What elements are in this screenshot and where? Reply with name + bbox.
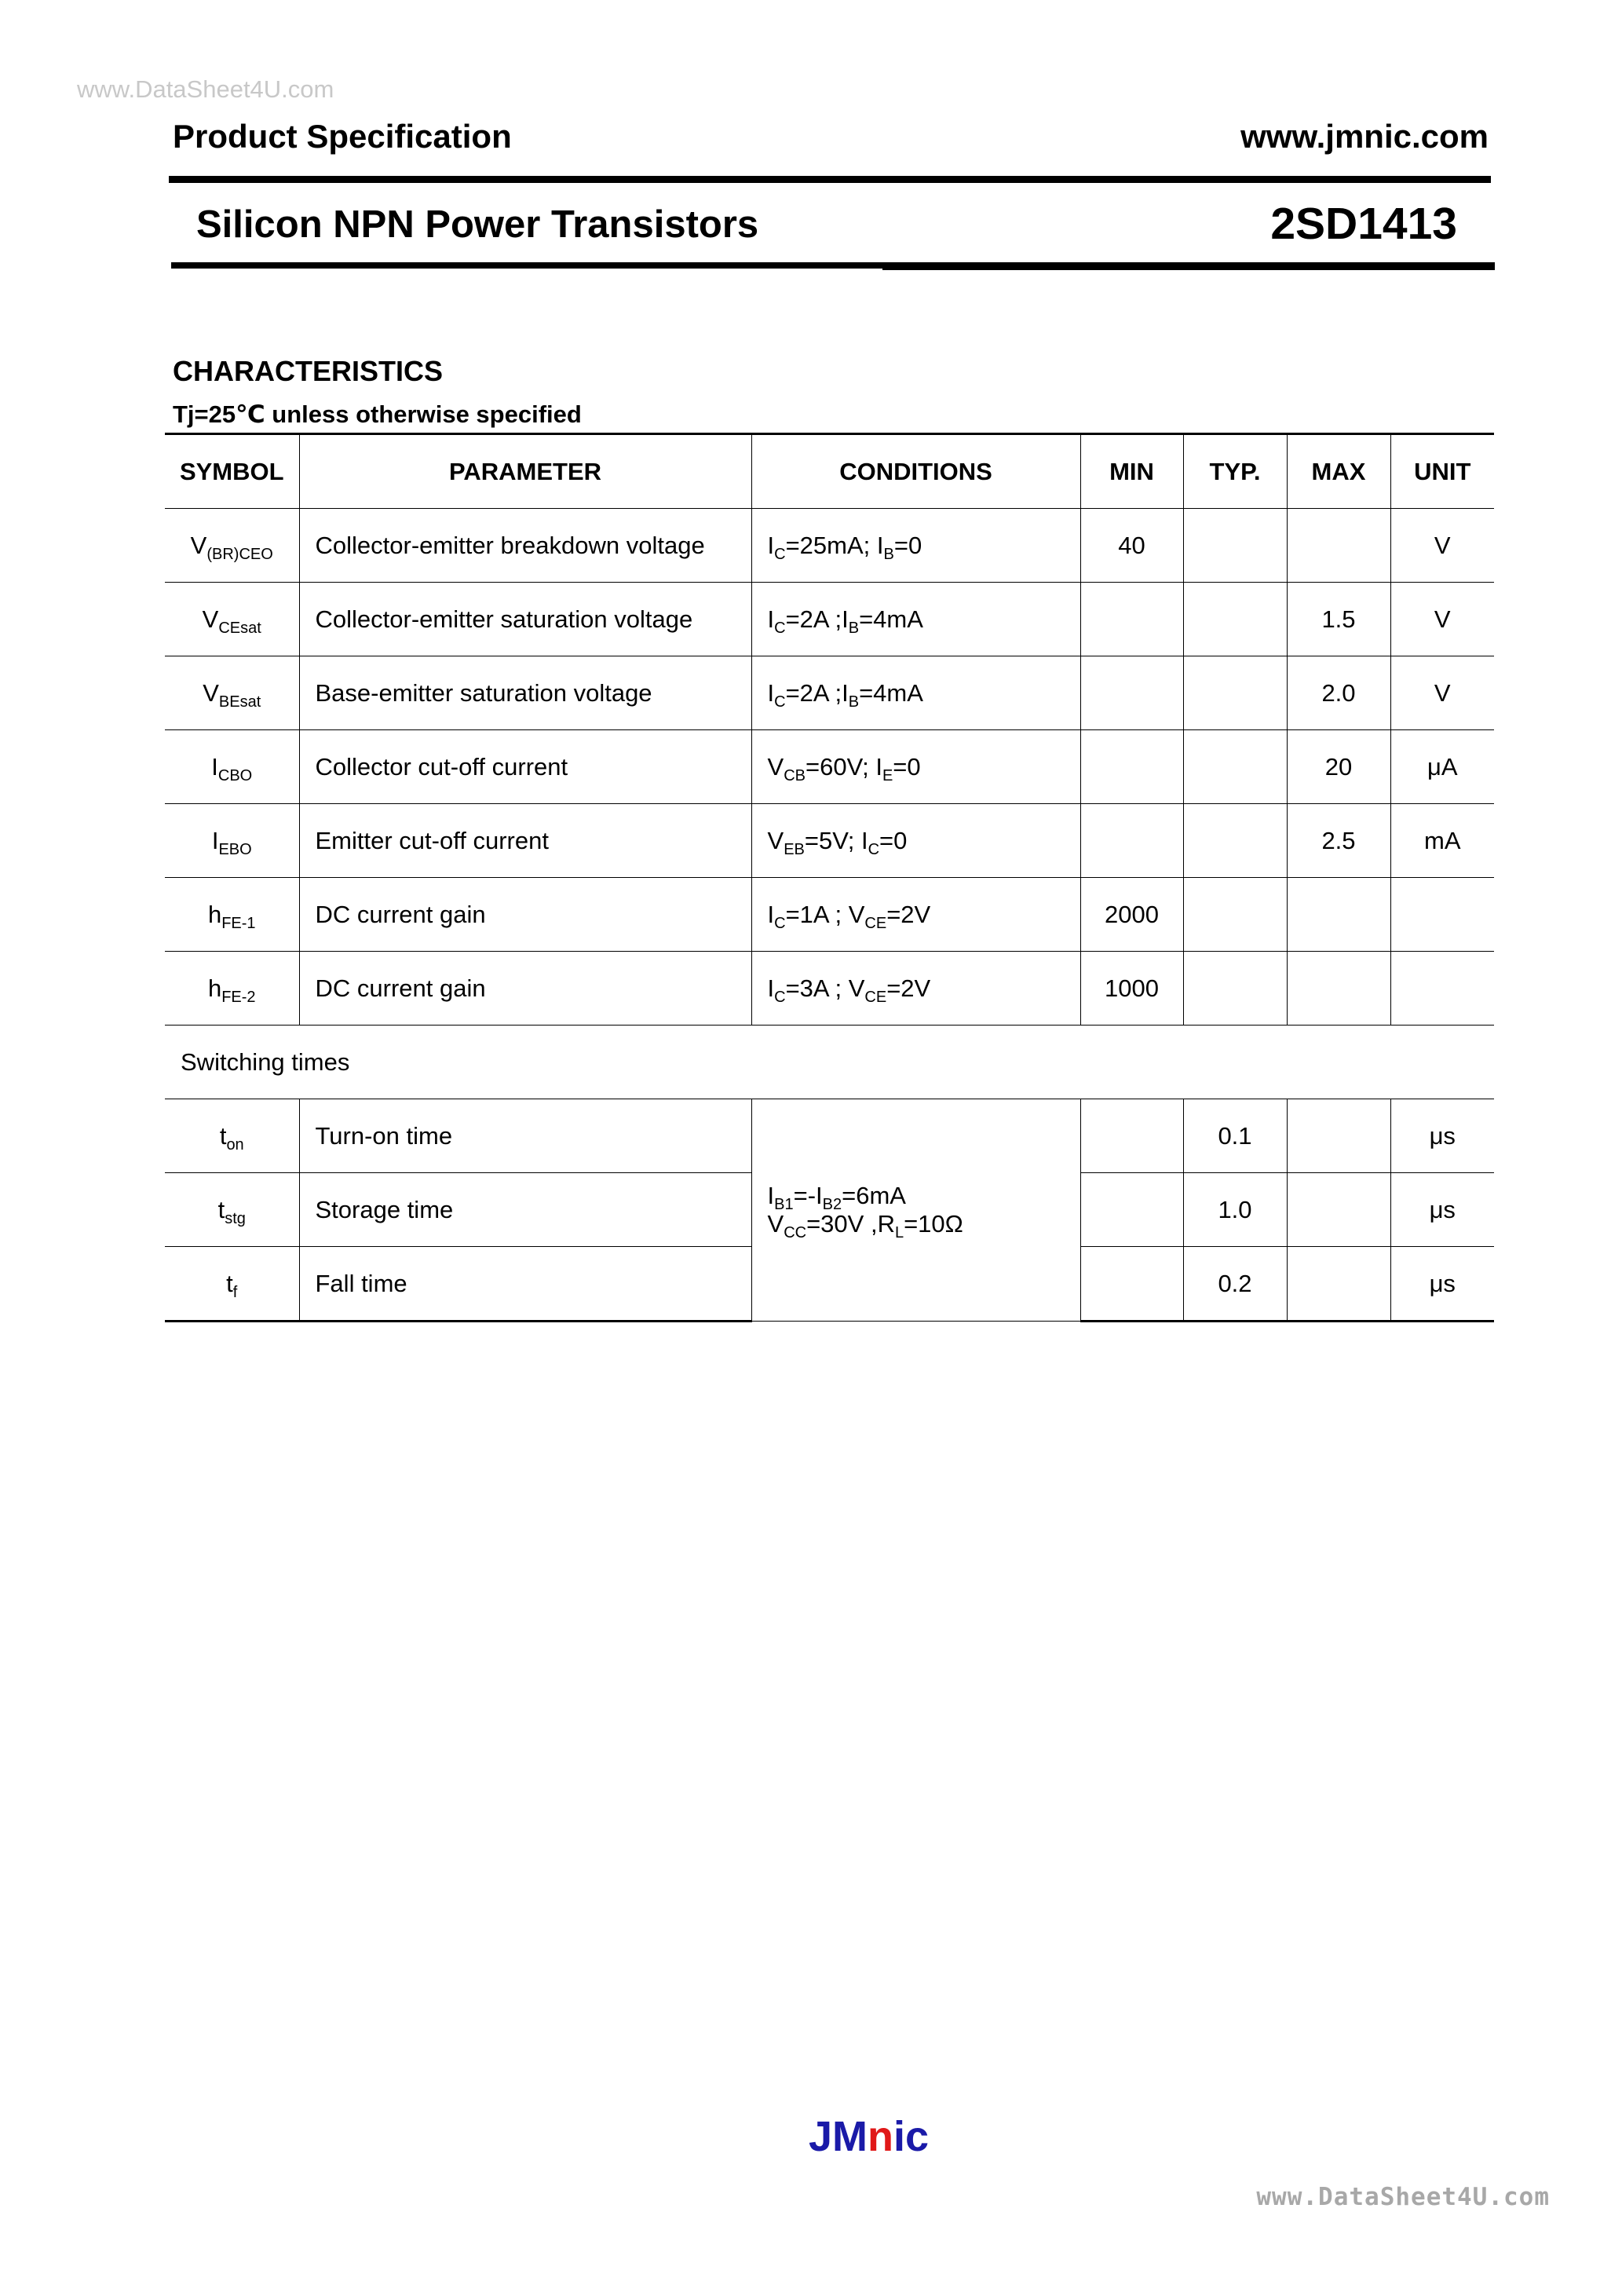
cell-parameter: Collector cut-off current: [299, 730, 751, 804]
cell-min: 2000: [1080, 878, 1183, 952]
cell-typ: 1.0: [1183, 1173, 1287, 1247]
cell-unit: V: [1390, 656, 1494, 730]
header-typ: TYP.: [1183, 434, 1287, 509]
cell-conditions: $I_C=3A$ ; $V_{CE}=2V$: [751, 952, 1080, 1026]
cell-symbol: $h_{FE-1}$: [165, 878, 299, 952]
cell-symbol: $V_{BEsat}$: [165, 656, 299, 730]
document-title: Silicon NPN Power Transistors: [196, 203, 759, 246]
cell-typ: [1183, 509, 1287, 583]
jmnic-logo: JMnic: [809, 2113, 930, 2160]
header-max: MAX: [1287, 434, 1390, 509]
cell-conditions: $I_C=2A$ $;I_B=4mA$: [751, 656, 1080, 730]
cell-symbol: $h_{FE-2}$: [165, 952, 299, 1026]
cell-symbol: $t_{stg}$: [165, 1173, 299, 1247]
cell-conditions: $I_C=25mA$; $I_B=0$: [751, 509, 1080, 583]
cell-symbol: $V_{CEsat}$: [165, 583, 299, 656]
cell-parameter: Turn-on time: [299, 1099, 751, 1173]
table-row: [165, 730, 1494, 804]
cell-max: 20: [1287, 730, 1390, 804]
cell-min: [1080, 656, 1183, 730]
switching-condition-line-2: $V_{CC}=30V$ $,R_L=10\Omega$: [767, 1210, 963, 1241]
cell-symbol: $t_f$: [165, 1247, 299, 1322]
cell-parameter: Storage time: [299, 1173, 751, 1247]
section-title: CHARACTERISTICS: [173, 355, 444, 387]
header-rule-bottom-left: [171, 262, 882, 269]
switching-condition-line-1: $I_{B1}=-I_{B2}=6mA$: [767, 1182, 906, 1213]
cell-unit: μs: [1390, 1173, 1494, 1247]
cell-typ: 0.2: [1183, 1247, 1287, 1322]
cell-switching-conditions: [751, 1099, 1080, 1322]
cell-min: [1080, 1173, 1183, 1247]
characteristics-table: [165, 433, 1494, 1322]
cell-max: [1287, 1099, 1390, 1173]
cell-unit: V: [1390, 509, 1494, 583]
cell-typ: [1183, 583, 1287, 656]
header-website: www.jmnic.com: [1240, 118, 1489, 155]
cell-max: 2.5: [1287, 804, 1390, 878]
cell-parameter: Fall time: [299, 1247, 751, 1322]
table-header-row: [165, 434, 1494, 509]
cell-min: [1080, 1247, 1183, 1322]
cell-min: [1080, 804, 1183, 878]
header-rule-bottom-right: [882, 262, 1495, 270]
cell-max: 1.5: [1287, 583, 1390, 656]
table-row: [165, 1099, 1494, 1173]
cell-max: [1287, 1173, 1390, 1247]
cell-symbol: $t_{on}$: [165, 1099, 299, 1173]
cell-typ: 0.1: [1183, 1099, 1287, 1173]
cell-min: [1080, 730, 1183, 804]
cell-typ: [1183, 804, 1287, 878]
cell-min: 40: [1080, 509, 1183, 583]
table-row: [165, 656, 1494, 730]
cell-min: [1080, 1099, 1183, 1173]
cell-typ: [1183, 656, 1287, 730]
cell-parameter: Collector-emitter saturation voltage: [299, 583, 751, 656]
table-row: [165, 878, 1494, 952]
switching-label-row: [165, 1026, 1494, 1099]
cell-conditions: $I_C=2A$ $;I_B=4mA$: [751, 583, 1080, 656]
watermark-bottom: www.DataSheet4U.com: [1256, 2183, 1550, 2211]
cell-max: [1287, 1247, 1390, 1322]
cell-typ: [1183, 952, 1287, 1026]
cell-conditions: $I_C=1A$ ; $V_{CE}=2V$: [751, 878, 1080, 952]
cell-unit: μs: [1390, 1099, 1494, 1173]
cell-conditions: $V_{CB}=60V$; $I_E=0$: [751, 730, 1080, 804]
cell-parameter: Base-emitter saturation voltage: [299, 656, 751, 730]
cell-min: [1080, 583, 1183, 656]
header-rule-top: [169, 176, 1491, 183]
cell-max: [1287, 509, 1390, 583]
cell-parameter: DC current gain: [299, 952, 751, 1026]
cell-max: [1287, 878, 1390, 952]
cell-unit: [1390, 878, 1494, 952]
cell-symbol: $V_{(BR)CEO}$: [165, 509, 299, 583]
cell-symbol: $I_{CBO}$: [165, 730, 299, 804]
table-row: [165, 952, 1494, 1026]
header-unit: UNIT: [1390, 434, 1494, 509]
table-row: [165, 804, 1494, 878]
cell-conditions: $V_{EB}=5V$; $I_C=0$: [751, 804, 1080, 878]
header-parameter: PARAMETER: [299, 434, 751, 509]
cell-unit: mA: [1390, 804, 1494, 878]
table-row: [165, 509, 1494, 583]
cell-unit: μA: [1390, 730, 1494, 804]
cell-min: 1000: [1080, 952, 1183, 1026]
cell-max: 2.0: [1287, 656, 1390, 730]
header-conditions: CONDITIONS: [751, 434, 1080, 509]
cell-unit: [1390, 952, 1494, 1026]
cell-max: [1287, 952, 1390, 1026]
cell-typ: [1183, 878, 1287, 952]
part-number: 2SD1413: [1270, 199, 1457, 249]
cell-parameter: Collector-emitter breakdown voltage: [299, 509, 751, 583]
section-condition: Tj=25℃ unless otherwise specified: [173, 400, 582, 428]
cell-parameter: DC current gain: [299, 878, 751, 952]
header-symbol: SYMBOL: [165, 434, 299, 509]
header-min: MIN: [1080, 434, 1183, 509]
watermark-top: www.DataSheet4U.com: [77, 75, 334, 103]
cell-symbol: $I_{EBO}$: [165, 804, 299, 878]
cell-parameter: Emitter cut-off current: [299, 804, 751, 878]
switching-times-label: Switching times: [165, 1026, 1494, 1099]
header-product-spec: Product Specification: [173, 118, 512, 155]
cell-unit: μs: [1390, 1247, 1494, 1322]
cell-unit: V: [1390, 583, 1494, 656]
table-row: [165, 583, 1494, 656]
cell-typ: [1183, 730, 1287, 804]
